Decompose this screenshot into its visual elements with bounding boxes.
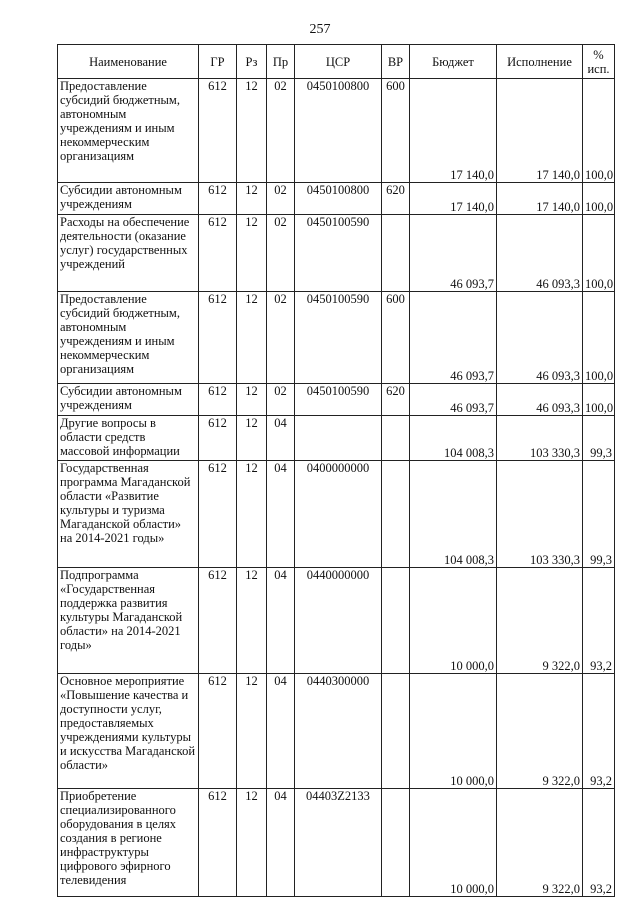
row-budget: 10 000,0 xyxy=(410,789,497,897)
row-budget: 46 093,7 xyxy=(410,292,497,384)
table-row xyxy=(58,674,615,789)
row-name: Субсидии автономным учреждениям xyxy=(58,183,199,215)
row-budget: 46 093,7 xyxy=(410,215,497,292)
table-body xyxy=(58,79,615,897)
row-pr: 02 xyxy=(267,384,295,416)
header-percent xyxy=(583,45,615,79)
row-execution: 17 140,0 xyxy=(497,79,583,183)
row-execution: 46 093,3 xyxy=(497,292,583,384)
row-name: Другие вопросы в области средств массовой информации xyxy=(58,416,199,461)
header-execution: Исполнение xyxy=(497,45,583,79)
row-execution: 9 322,0 xyxy=(497,789,583,897)
row-execution: 9 322,0 xyxy=(497,674,583,789)
row-gr: 612 xyxy=(199,79,237,183)
row-gr: 612 xyxy=(199,789,237,897)
row-vr: 620 xyxy=(382,183,410,215)
row-percent: 93,2 xyxy=(583,568,615,674)
row-percent: 99,3 xyxy=(583,461,615,568)
row-execution: 46 093,3 xyxy=(497,384,583,416)
row-percent: 100,0 xyxy=(583,384,615,416)
row-csr: 0440000000 xyxy=(295,568,382,674)
row-rz: 12 xyxy=(237,292,267,384)
row-budget: 17 140,0 xyxy=(410,79,497,183)
row-csr: 0440300000 xyxy=(295,674,382,789)
row-rz: 12 xyxy=(237,674,267,789)
row-name: Государственная программа Магаданской области «Развитие культуры и туризма Магаданской области» на 2014-2021 годы» xyxy=(58,461,199,568)
row-name: Расходы на обеспечение деятельности (оказание услуг) государственных учреждений xyxy=(58,215,199,292)
row-gr: 612 xyxy=(199,461,237,568)
row-rz: 12 xyxy=(237,461,267,568)
page-number: 257 xyxy=(309,22,331,37)
row-vr: 600 xyxy=(382,292,410,384)
row-csr: 0450100590 xyxy=(295,292,382,384)
row-vr: 600 xyxy=(382,79,410,183)
row-budget: 10 000,0 xyxy=(410,674,497,789)
row-vr xyxy=(382,674,410,789)
row-vr: 620 xyxy=(382,384,410,416)
row-vr xyxy=(382,461,410,568)
row-gr: 612 xyxy=(199,183,237,215)
row-execution: 46 093,3 xyxy=(497,215,583,292)
header-rz: Рз xyxy=(237,45,267,79)
row-rz: 12 xyxy=(237,789,267,897)
table-row xyxy=(58,461,615,568)
table-row xyxy=(58,384,615,416)
row-execution: 9 322,0 xyxy=(497,568,583,674)
row-pr: 02 xyxy=(267,215,295,292)
row-vr xyxy=(382,789,410,897)
table-row xyxy=(58,416,615,461)
table-row xyxy=(58,789,615,897)
row-gr: 612 xyxy=(199,568,237,674)
header-budget: Бюджет xyxy=(410,45,497,79)
row-gr: 612 xyxy=(199,416,237,461)
row-gr: 612 xyxy=(199,384,237,416)
header-pr: Пр xyxy=(267,45,295,79)
row-pr: 04 xyxy=(267,789,295,897)
table-row xyxy=(58,292,615,384)
row-percent: 100,0 xyxy=(583,292,615,384)
row-gr: 612 xyxy=(199,292,237,384)
row-rz: 12 xyxy=(237,215,267,292)
table-row xyxy=(58,183,615,215)
header-percent-symbol: % xyxy=(593,47,604,62)
row-rz: 12 xyxy=(237,183,267,215)
row-vr xyxy=(382,416,410,461)
row-percent: 100,0 xyxy=(583,183,615,215)
row-csr: 0400000000 xyxy=(295,461,382,568)
row-pr: 04 xyxy=(267,568,295,674)
row-pr: 04 xyxy=(267,461,295,568)
row-execution: 17 140,0 xyxy=(497,183,583,215)
row-percent: 99,3 xyxy=(583,416,615,461)
row-gr: 612 xyxy=(199,674,237,789)
row-rz: 12 xyxy=(237,79,267,183)
row-pr: 02 xyxy=(267,292,295,384)
row-rz: 12 xyxy=(237,568,267,674)
row-name: Предоставление субсидий бюджетным, автономным учреждениям и иным некоммерческим организациям xyxy=(58,79,199,183)
header-percent-label: исп. xyxy=(587,61,610,76)
row-rz: 12 xyxy=(237,384,267,416)
row-csr: 0450100800 xyxy=(295,183,382,215)
table-row xyxy=(58,215,615,292)
row-percent: 100,0 xyxy=(583,79,615,183)
row-gr: 612 xyxy=(199,215,237,292)
row-budget: 104 008,3 xyxy=(410,416,497,461)
row-name: Предоставление субсидий бюджетным, автономным учреждениям и иным некоммерческим организациям xyxy=(58,292,199,384)
row-percent: 93,2 xyxy=(583,674,615,789)
row-name: Подпрограмма «Государственная поддержка развития культуры Магаданской области» на 2014-2021 годы» xyxy=(58,568,199,674)
row-csr: 04403Z2133 xyxy=(295,789,382,897)
row-execution: 103 330,3 xyxy=(497,416,583,461)
table-row xyxy=(58,79,615,183)
row-csr xyxy=(295,416,382,461)
row-vr xyxy=(382,568,410,674)
header-vr: ВР xyxy=(382,45,410,79)
header-gr: ГР xyxy=(199,45,237,79)
row-budget: 46 093,7 xyxy=(410,384,497,416)
row-pr: 04 xyxy=(267,416,295,461)
budget-table xyxy=(57,44,615,897)
row-csr: 0450100800 xyxy=(295,79,382,183)
row-name: Приобретение специализированного оборудования в целях создания в регионе инфраструктуры цифрового эфирного телевидения xyxy=(58,789,199,897)
row-name: Субсидии автономным учреждениям xyxy=(58,384,199,416)
row-percent: 100,0 xyxy=(583,215,615,292)
row-budget: 17 140,0 xyxy=(410,183,497,215)
row-csr: 0450100590 xyxy=(295,215,382,292)
row-pr: 04 xyxy=(267,674,295,789)
row-pr: 02 xyxy=(267,183,295,215)
row-vr xyxy=(382,215,410,292)
row-csr: 0450100590 xyxy=(295,384,382,416)
header-csr: ЦСР xyxy=(295,45,382,79)
row-percent: 93,2 xyxy=(583,789,615,897)
row-name: Основное мероприятие «Повышение качества и доступности услуг, предоставляемых учреждениями культуры и искусства Магаданской области» xyxy=(58,674,199,789)
table-header-row xyxy=(58,45,615,79)
row-rz: 12 xyxy=(237,416,267,461)
row-pr: 02 xyxy=(267,79,295,183)
row-budget: 10 000,0 xyxy=(410,568,497,674)
row-budget: 104 008,3 xyxy=(410,461,497,568)
table-row xyxy=(58,568,615,674)
header-name: Наименование xyxy=(58,45,199,79)
row-execution: 103 330,3 xyxy=(497,461,583,568)
